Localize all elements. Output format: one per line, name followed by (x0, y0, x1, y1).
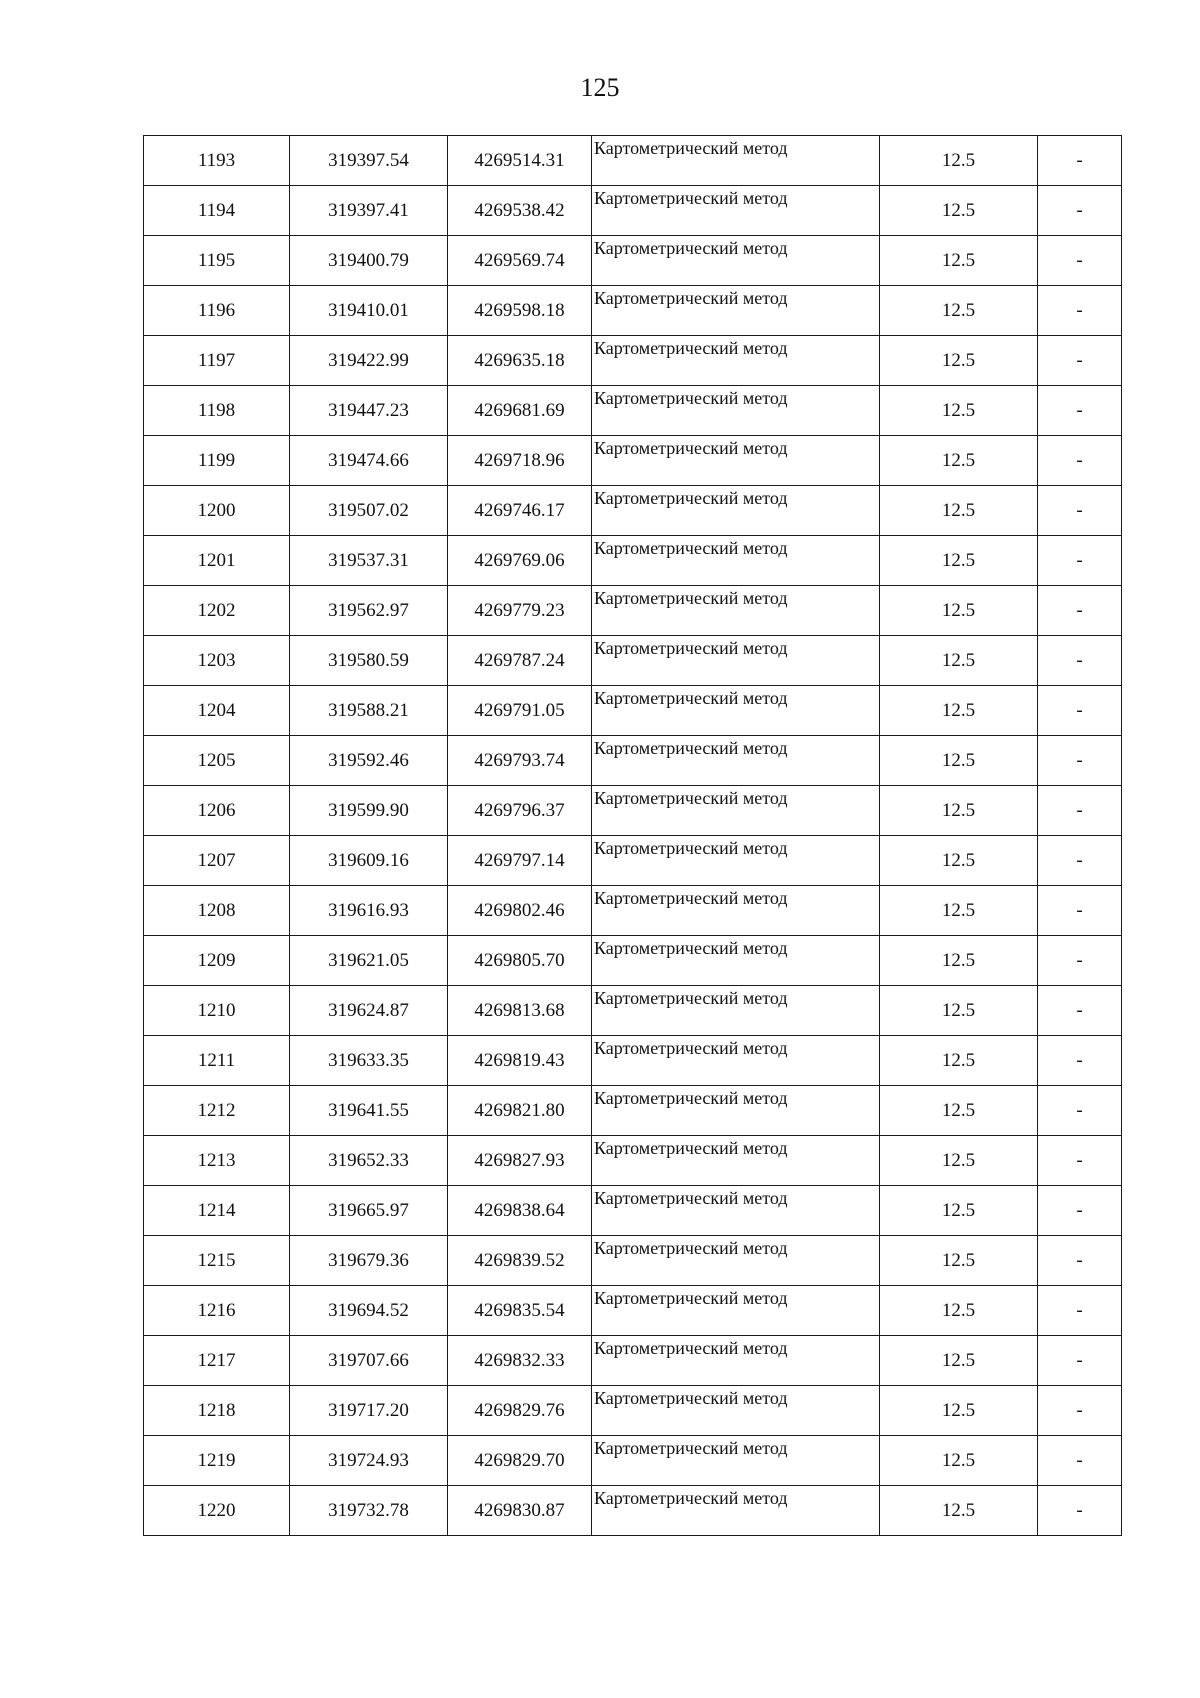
y-coordinate-cell: 4269802.46 (448, 886, 592, 936)
x-coordinate-cell: 319562.97 (290, 586, 448, 636)
accuracy-cell: 12.5 (880, 986, 1038, 1036)
method-cell: Картометрический метод (592, 236, 880, 286)
note-cell: - (1038, 236, 1122, 286)
x-coordinate-cell: 319410.01 (290, 286, 448, 336)
y-coordinate-cell: 4269791.05 (448, 686, 592, 736)
point-number-cell: 1206 (144, 786, 290, 836)
y-coordinate-cell: 4269830.87 (448, 1486, 592, 1536)
note-cell: - (1038, 1136, 1122, 1186)
table-row (144, 1436, 1122, 1486)
table-row (144, 336, 1122, 386)
table-row (144, 586, 1122, 636)
point-number-cell: 1208 (144, 886, 290, 936)
table-row (144, 736, 1122, 786)
note-cell: - (1038, 1186, 1122, 1236)
point-number-cell: 1193 (144, 136, 290, 186)
x-coordinate-cell: 319397.54 (290, 136, 448, 186)
point-number-cell: 1200 (144, 486, 290, 536)
accuracy-cell: 12.5 (880, 1136, 1038, 1186)
point-number-cell: 1201 (144, 536, 290, 586)
coordinates-table-body (144, 136, 1122, 1536)
method-cell: Картометрический метод (592, 736, 880, 786)
y-coordinate-cell: 4269829.70 (448, 1436, 592, 1486)
method-cell: Картометрический метод (592, 936, 880, 986)
x-coordinate-cell: 319724.93 (290, 1436, 448, 1486)
accuracy-cell: 12.5 (880, 936, 1038, 986)
note-cell: - (1038, 586, 1122, 636)
method-cell: Картометрический метод (592, 686, 880, 736)
x-coordinate-cell: 319609.16 (290, 836, 448, 886)
y-coordinate-cell: 4269805.70 (448, 936, 592, 986)
note-cell: - (1038, 136, 1122, 186)
accuracy-cell: 12.5 (880, 736, 1038, 786)
point-number-cell: 1197 (144, 336, 290, 386)
note-cell: - (1038, 836, 1122, 886)
accuracy-cell: 12.5 (880, 1036, 1038, 1086)
note-cell: - (1038, 1236, 1122, 1286)
x-coordinate-cell: 319732.78 (290, 1486, 448, 1536)
accuracy-cell: 12.5 (880, 836, 1038, 886)
point-number-cell: 1194 (144, 186, 290, 236)
y-coordinate-cell: 4269746.17 (448, 486, 592, 536)
method-cell: Картометрический метод (592, 1236, 880, 1286)
x-coordinate-cell: 319592.46 (290, 736, 448, 786)
y-coordinate-cell: 4269835.54 (448, 1286, 592, 1336)
note-cell: - (1038, 686, 1122, 736)
method-cell: Картометрический метод (592, 486, 880, 536)
y-coordinate-cell: 4269681.69 (448, 386, 592, 436)
point-number-cell: 1212 (144, 1086, 290, 1136)
method-cell: Картометрический метод (592, 1486, 880, 1536)
table-row (144, 1386, 1122, 1436)
note-cell: - (1038, 1036, 1122, 1086)
table-row (144, 636, 1122, 686)
table-row (144, 386, 1122, 436)
table-row (144, 936, 1122, 986)
point-number-cell: 1217 (144, 1336, 290, 1386)
point-number-cell: 1196 (144, 286, 290, 336)
accuracy-cell: 12.5 (880, 1386, 1038, 1436)
x-coordinate-cell: 319652.33 (290, 1136, 448, 1186)
method-cell: Картометрический метод (592, 1186, 880, 1236)
x-coordinate-cell: 319537.31 (290, 536, 448, 586)
x-coordinate-cell: 319422.99 (290, 336, 448, 386)
accuracy-cell: 12.5 (880, 636, 1038, 686)
note-cell: - (1038, 1086, 1122, 1136)
y-coordinate-cell: 4269827.93 (448, 1136, 592, 1186)
table-row (144, 486, 1122, 536)
y-coordinate-cell: 4269839.52 (448, 1236, 592, 1286)
method-cell: Картометрический метод (592, 636, 880, 686)
x-coordinate-cell: 319474.66 (290, 436, 448, 486)
note-cell: - (1038, 336, 1122, 386)
note-cell: - (1038, 386, 1122, 436)
method-cell: Картометрический метод (592, 1386, 880, 1436)
point-number-cell: 1207 (144, 836, 290, 886)
point-number-cell: 1218 (144, 1386, 290, 1436)
table-row (144, 1236, 1122, 1286)
table-row (144, 1136, 1122, 1186)
x-coordinate-cell: 319717.20 (290, 1386, 448, 1436)
x-coordinate-cell: 319679.36 (290, 1236, 448, 1286)
note-cell: - (1038, 736, 1122, 786)
y-coordinate-cell: 4269819.43 (448, 1036, 592, 1086)
y-coordinate-cell: 4269838.64 (448, 1186, 592, 1236)
y-coordinate-cell: 4269769.06 (448, 536, 592, 586)
method-cell: Картометрический метод (592, 986, 880, 1036)
accuracy-cell: 12.5 (880, 786, 1038, 836)
accuracy-cell: 12.5 (880, 1186, 1038, 1236)
y-coordinate-cell: 4269796.37 (448, 786, 592, 836)
y-coordinate-cell: 4269829.76 (448, 1386, 592, 1436)
y-coordinate-cell: 4269832.33 (448, 1336, 592, 1386)
point-number-cell: 1199 (144, 436, 290, 486)
method-cell: Картометрический метод (592, 1136, 880, 1186)
accuracy-cell: 12.5 (880, 686, 1038, 736)
accuracy-cell: 12.5 (880, 536, 1038, 586)
x-coordinate-cell: 319580.59 (290, 636, 448, 686)
method-cell: Картометрический метод (592, 286, 880, 336)
point-number-cell: 1214 (144, 1186, 290, 1236)
method-cell: Картометрический метод (592, 1286, 880, 1336)
x-coordinate-cell: 319633.35 (290, 1036, 448, 1086)
table-row (144, 1086, 1122, 1136)
table-row (144, 1336, 1122, 1386)
note-cell: - (1038, 636, 1122, 686)
note-cell: - (1038, 486, 1122, 536)
y-coordinate-cell: 4269821.80 (448, 1086, 592, 1136)
method-cell: Картометрический метод (592, 386, 880, 436)
table-row (144, 886, 1122, 936)
table-row (144, 986, 1122, 1036)
x-coordinate-cell: 319447.23 (290, 386, 448, 436)
method-cell: Картометрический метод (592, 1036, 880, 1086)
y-coordinate-cell: 4269569.74 (448, 236, 592, 286)
accuracy-cell: 12.5 (880, 286, 1038, 336)
table-row (144, 236, 1122, 286)
table-row (144, 436, 1122, 486)
point-number-cell: 1213 (144, 1136, 290, 1186)
note-cell: - (1038, 1386, 1122, 1436)
note-cell: - (1038, 1486, 1122, 1536)
x-coordinate-cell: 319616.93 (290, 886, 448, 936)
point-number-cell: 1220 (144, 1486, 290, 1536)
accuracy-cell: 12.5 (880, 1486, 1038, 1536)
note-cell: - (1038, 1286, 1122, 1336)
x-coordinate-cell: 319588.21 (290, 686, 448, 736)
note-cell: - (1038, 936, 1122, 986)
accuracy-cell: 12.5 (880, 886, 1038, 936)
note-cell: - (1038, 986, 1122, 1036)
accuracy-cell: 12.5 (880, 1086, 1038, 1136)
method-cell: Картометрический метод (592, 1336, 880, 1386)
y-coordinate-cell: 4269538.42 (448, 186, 592, 236)
x-coordinate-cell: 319624.87 (290, 986, 448, 1036)
table-row (144, 836, 1122, 886)
note-cell: - (1038, 186, 1122, 236)
y-coordinate-cell: 4269793.74 (448, 736, 592, 786)
accuracy-cell: 12.5 (880, 586, 1038, 636)
y-coordinate-cell: 4269598.18 (448, 286, 592, 336)
x-coordinate-cell: 319621.05 (290, 936, 448, 986)
x-coordinate-cell: 319400.79 (290, 236, 448, 286)
point-number-cell: 1204 (144, 686, 290, 736)
x-coordinate-cell: 319665.97 (290, 1186, 448, 1236)
point-number-cell: 1205 (144, 736, 290, 786)
table-row (144, 1036, 1122, 1086)
table-row (144, 1486, 1122, 1536)
accuracy-cell: 12.5 (880, 186, 1038, 236)
point-number-cell: 1202 (144, 586, 290, 636)
method-cell: Картометрический метод (592, 536, 880, 586)
point-number-cell: 1198 (144, 386, 290, 436)
note-cell: - (1038, 436, 1122, 486)
y-coordinate-cell: 4269635.18 (448, 336, 592, 386)
method-cell: Картометрический метод (592, 586, 880, 636)
table-row (144, 686, 1122, 736)
table-row (144, 536, 1122, 586)
point-number-cell: 1209 (144, 936, 290, 986)
method-cell: Картометрический метод (592, 1436, 880, 1486)
accuracy-cell: 12.5 (880, 386, 1038, 436)
table-row (144, 186, 1122, 236)
accuracy-cell: 12.5 (880, 1236, 1038, 1286)
x-coordinate-cell: 319641.55 (290, 1086, 448, 1136)
page-number: 125 (580, 73, 620, 102)
table-row (144, 286, 1122, 336)
method-cell: Картометрический метод (592, 886, 880, 936)
accuracy-cell: 12.5 (880, 1436, 1038, 1486)
point-number-cell: 1215 (144, 1236, 290, 1286)
x-coordinate-cell: 319397.41 (290, 186, 448, 236)
note-cell: - (1038, 1336, 1122, 1386)
accuracy-cell: 12.5 (880, 1336, 1038, 1386)
table-row (144, 1186, 1122, 1236)
method-cell: Картометрический метод (592, 136, 880, 186)
y-coordinate-cell: 4269813.68 (448, 986, 592, 1036)
y-coordinate-cell: 4269514.31 (448, 136, 592, 186)
coordinates-table (143, 135, 1122, 1536)
point-number-cell: 1216 (144, 1286, 290, 1336)
method-cell: Картометрический метод (592, 436, 880, 486)
y-coordinate-cell: 4269797.14 (448, 836, 592, 886)
table-row (144, 136, 1122, 186)
accuracy-cell: 12.5 (880, 136, 1038, 186)
x-coordinate-cell: 319507.02 (290, 486, 448, 536)
note-cell: - (1038, 1436, 1122, 1486)
x-coordinate-cell: 319694.52 (290, 1286, 448, 1336)
method-cell: Картометрический метод (592, 786, 880, 836)
x-coordinate-cell: 319707.66 (290, 1336, 448, 1386)
table-row (144, 1286, 1122, 1336)
table-row (144, 786, 1122, 836)
accuracy-cell: 12.5 (880, 486, 1038, 536)
y-coordinate-cell: 4269779.23 (448, 586, 592, 636)
point-number-cell: 1210 (144, 986, 290, 1036)
accuracy-cell: 12.5 (880, 336, 1038, 386)
note-cell: - (1038, 786, 1122, 836)
method-cell: Картометрический метод (592, 186, 880, 236)
point-number-cell: 1195 (144, 236, 290, 286)
accuracy-cell: 12.5 (880, 436, 1038, 486)
point-number-cell: 1219 (144, 1436, 290, 1486)
method-cell: Картометрический метод (592, 1086, 880, 1136)
y-coordinate-cell: 4269718.96 (448, 436, 592, 486)
accuracy-cell: 12.5 (880, 236, 1038, 286)
point-number-cell: 1203 (144, 636, 290, 686)
note-cell: - (1038, 286, 1122, 336)
note-cell: - (1038, 886, 1122, 936)
method-cell: Картометрический метод (592, 336, 880, 386)
y-coordinate-cell: 4269787.24 (448, 636, 592, 686)
method-cell: Картометрический метод (592, 836, 880, 886)
point-number-cell: 1211 (144, 1036, 290, 1086)
accuracy-cell: 12.5 (880, 1286, 1038, 1336)
note-cell: - (1038, 536, 1122, 586)
x-coordinate-cell: 319599.90 (290, 786, 448, 836)
